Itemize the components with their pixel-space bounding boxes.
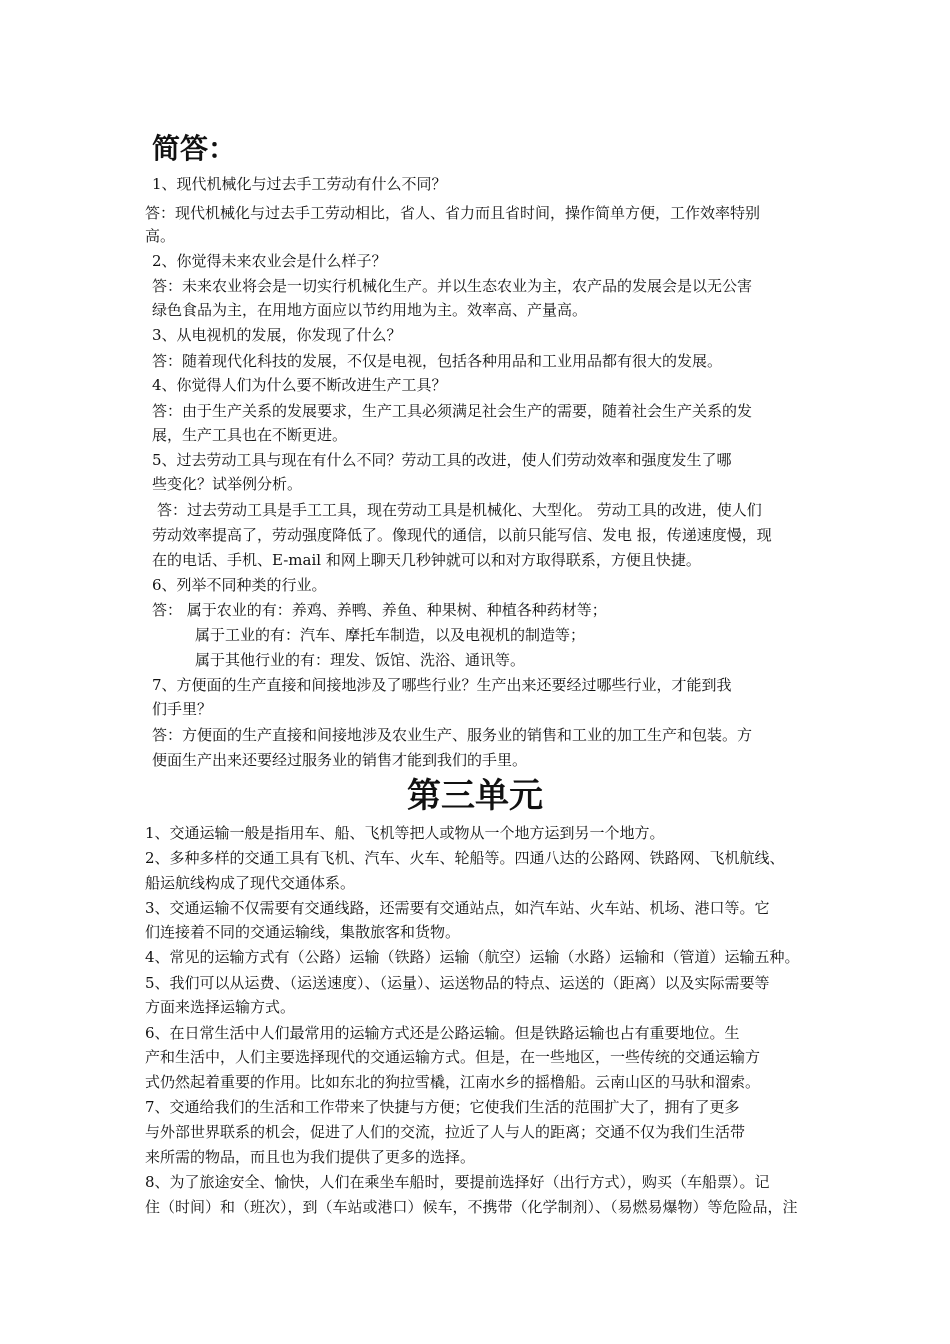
answer-line: 在的电话、手机、E-mail 和网上聊天几秒钟就可以和对方取得联系，方便且快捷。 xyxy=(152,551,701,569)
answer-line: 答： 属于农业的有：养鸡、养鸭、养鱼、种果树、种植各种药材等； xyxy=(152,601,607,619)
point-line: 7、交通给我们的生活和工作带来了快捷与方便；它使我们生活的范围扩大了，拥有了更多 xyxy=(145,1098,740,1116)
point-line: 8、为了旅途安全、愉快，人们在乘坐车船时，要提前选择好（出行方式），购买（车船票）。记 xyxy=(145,1173,770,1191)
point-line: 来所需的物品，而且也为我们提供了更多的选择。 xyxy=(145,1148,476,1166)
point-line: 5、我们可以从运费、（运送速度）、（运量）、运送物品的特点、运送的（距离）以及实际需要等 xyxy=(145,974,770,992)
question-line: 7、方便面的生产直接和间接地涉及了哪些行业？生产出来还要经过哪些行业，才能到我 xyxy=(152,676,732,694)
answer-line: 展，生产工具也在不断更进。 xyxy=(152,426,348,444)
question-line: 1、现代机械化与过去手工劳动有什么不同？ xyxy=(152,175,447,193)
question-line: 些变化？试举例分析。 xyxy=(152,475,303,493)
answer-line: 答：现代机械化与过去手工劳动相比，省人、省力而且省时间，操作简单方便，工作效率特别 xyxy=(145,204,761,222)
section-heading-short-answer: 简答： xyxy=(152,132,237,165)
answer-line: 答：过去劳动工具是手工工具，现在劳动工具是机械化、大型化。 劳动工具的改进，使人们 xyxy=(157,501,762,519)
question-line: 6、列举不同种类的行业。 xyxy=(152,576,327,594)
point-line: 方面来选择运输方式。 xyxy=(145,998,296,1016)
point-line: 船运航线构成了现代交通体系。 xyxy=(145,874,356,892)
answer-line: 答：随着现代化科技的发展，不仅是电视，包括各种用品和工业用品都有很大的发展。 xyxy=(152,352,723,370)
unit-heading: 第三单元 xyxy=(407,776,543,816)
point-line: 1、交通运输一般是指用车、船、飞机等把人或物从一个地方运到另一个地方。 xyxy=(145,824,665,842)
point-line: 与外部世界联系的机会，促进了人们的交流，拉近了人与人的距离；交通不仅为我们生活带 xyxy=(145,1123,746,1141)
answer-line: 劳动效率提高了，劳动强度降低了。像现代的通信，以前只能写信、发电 报，传递速度慢，现 xyxy=(152,526,772,544)
point-line: 式仍然起着重要的作用。比如东北的狗拉雪橇，江南水乡的摇橹船。云南山区的马驮和溜索。 xyxy=(145,1073,761,1091)
question-line: 2、你觉得未来农业会是什么样子？ xyxy=(152,252,387,270)
point-line: 产和生活中，人们主要选择现代的交通运输方式。但是，在一些地区，一些传统的交通运输方 xyxy=(145,1048,761,1066)
question-line: 3、从电视机的发展，你发现了什么？ xyxy=(152,326,402,344)
answer-line: 答：由于生产关系的发展要求，生产工具必须满足社会生产的需要，随着社会生产关系的发 xyxy=(152,402,753,420)
question-line: 们手里？ xyxy=(152,700,213,718)
answer-line: 属于工业的有：汽车、摩托车制造，以及电视机的制造等； xyxy=(195,626,586,644)
question-line: 5、过去劳动工具与现在有什么不同？劳动工具的改进，使人们劳动效率和强度发生了哪 xyxy=(152,451,732,469)
point-line: 住（时间）和（班次），到（车站或港口）候车，不携带（化学制剂）、（易燃易爆物）等危险品，注 xyxy=(145,1198,798,1216)
answer-line: 绿色食品为主，在用地方面应以节约用地为主。效率高、产量高。 xyxy=(152,301,588,319)
answer-line: 高。 xyxy=(145,227,176,245)
point-line: 6、在日常生活中人们最常用的运输方式还是公路运输。但是铁路运输也占有重要地位。生 xyxy=(145,1024,740,1042)
point-line: 2、多种多样的交通工具有飞机、汽车、火车、轮船等。四通八达的公路网、铁路网、飞机航线、 xyxy=(145,849,785,867)
answer-line: 属于其他行业的有：理发、饭馆、洗浴、通讯等。 xyxy=(195,651,526,669)
point-line: 4、常见的运输方式有（公路）运输（铁路）运输（航空）运输（水路）运输和（管道）运输五种。 xyxy=(145,948,800,966)
point-line: 3、交通运输不仅需要有交通线路，还需要有交通站点，如汽车站、火车站、机场、港口等。它 xyxy=(145,899,770,917)
point-line: 们连接着不同的交通运输线，集散旅客和货物。 xyxy=(145,923,461,941)
answer-line: 便面生产出来还要经过服务业的销售才能到我们的手里。 xyxy=(152,751,528,769)
answer-line: 答：未来农业将会是一切实行机械化生产。并以生态农业为主，农产品的发展会是以无公害 xyxy=(152,277,753,295)
answer-line: 答：方便面的生产直接和间接地涉及农业生产、服务业的销售和工业的加工生产和包装。方 xyxy=(152,726,753,744)
question-line: 4、你觉得人们为什么要不断改进生产工具？ xyxy=(152,376,447,394)
